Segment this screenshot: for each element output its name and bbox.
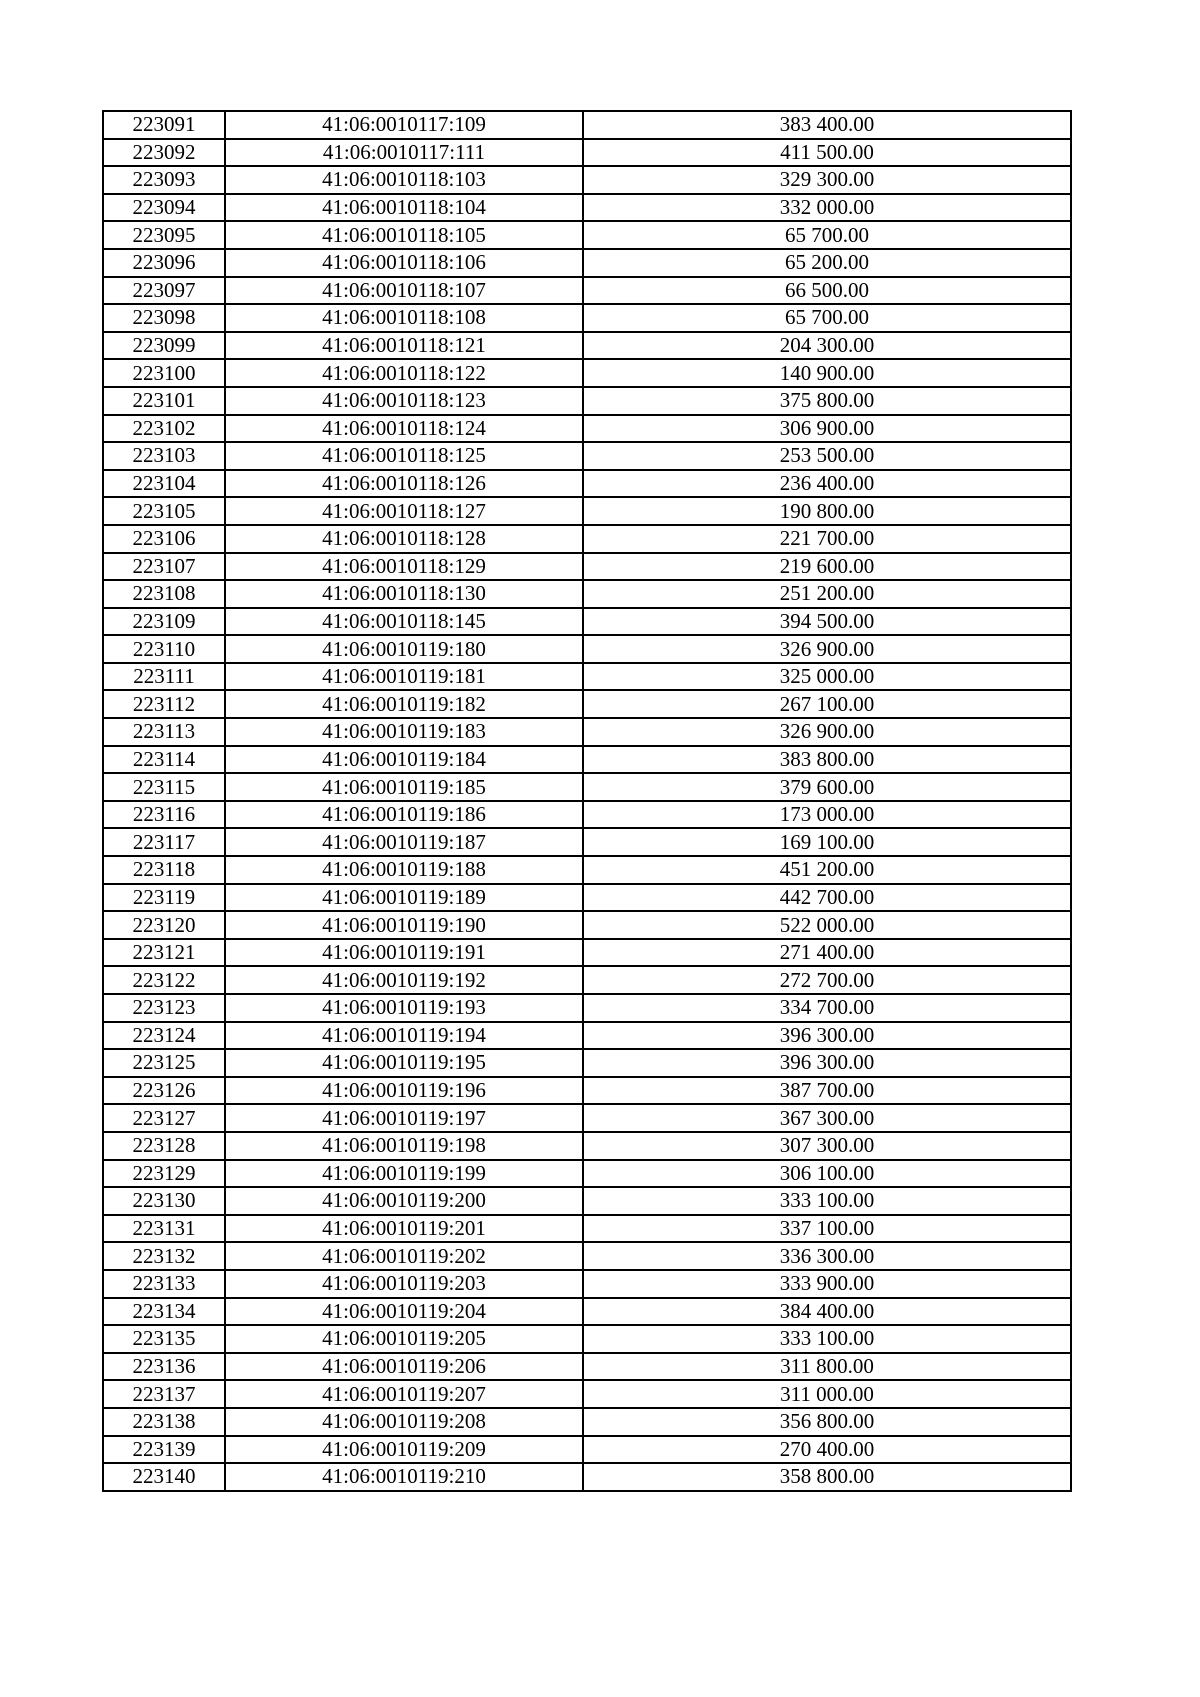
row-number-cell: 223098 (103, 304, 225, 332)
cadastral-value-cell: 333 100.00 (583, 1187, 1071, 1215)
table-row (103, 1436, 1071, 1464)
cadastral-number-cell: 41:06:0010119:204 (225, 1298, 583, 1326)
row-number-cell: 223133 (103, 1270, 225, 1298)
row-number-cell: 223111 (103, 663, 225, 691)
cadastral-number-cell: 41:06:0010119:197 (225, 1104, 583, 1132)
row-number-cell: 223093 (103, 166, 225, 194)
cadastral-value-cell: 325 000.00 (583, 663, 1071, 691)
cadastral-number-cell: 41:06:0010117:109 (225, 111, 583, 139)
row-number-cell: 223137 (103, 1380, 225, 1408)
table-row (103, 718, 1071, 746)
row-number-cell: 223132 (103, 1242, 225, 1270)
row-number-cell: 223125 (103, 1049, 225, 1077)
cadastral-number-cell: 41:06:0010119:209 (225, 1436, 583, 1464)
cadastral-value-cell: 356 800.00 (583, 1408, 1071, 1436)
table-row (103, 635, 1071, 663)
row-number-cell: 223096 (103, 249, 225, 277)
table-row (103, 1215, 1071, 1243)
cadastral-number-cell: 41:06:0010119:203 (225, 1270, 583, 1298)
row-number-cell: 223120 (103, 911, 225, 939)
cadastral-value-cell: 169 100.00 (583, 828, 1071, 856)
row-number-cell: 223105 (103, 497, 225, 525)
table-row (103, 1187, 1071, 1215)
cadastral-number-cell: 41:06:0010119:202 (225, 1242, 583, 1270)
row-number-cell: 223131 (103, 1215, 225, 1243)
table-row (103, 387, 1071, 415)
row-number-cell: 223113 (103, 718, 225, 746)
table-row (103, 1160, 1071, 1188)
cadastral-number-cell: 41:06:0010119:194 (225, 1022, 583, 1050)
row-number-cell: 223110 (103, 635, 225, 663)
cadastral-number-cell: 41:06:0010118:126 (225, 470, 583, 498)
row-number-cell: 223109 (103, 608, 225, 636)
cadastral-value-cell: 306 900.00 (583, 415, 1071, 443)
cadastral-number-cell: 41:06:0010119:207 (225, 1380, 583, 1408)
cadastral-number-cell: 41:06:0010117:111 (225, 139, 583, 167)
table-row (103, 221, 1071, 249)
table-row (103, 304, 1071, 332)
cadastral-value-cell: 358 800.00 (583, 1463, 1071, 1491)
row-number-cell: 223094 (103, 194, 225, 222)
cadastral-number-cell: 41:06:0010119:190 (225, 911, 583, 939)
table-row (103, 966, 1071, 994)
table-row (103, 1270, 1071, 1298)
row-number-cell: 223126 (103, 1077, 225, 1105)
cadastral-number-cell: 41:06:0010118:106 (225, 249, 583, 277)
cadastral-value-cell: 333 100.00 (583, 1325, 1071, 1353)
cadastral-value-cell: 219 600.00 (583, 553, 1071, 581)
row-number-cell: 223091 (103, 111, 225, 139)
table-row (103, 166, 1071, 194)
cadastral-number-cell: 41:06:0010119:182 (225, 690, 583, 718)
table-row (103, 111, 1071, 139)
cadastral-number-cell: 41:06:0010118:108 (225, 304, 583, 332)
table-row (103, 1132, 1071, 1160)
table-row (103, 608, 1071, 636)
table-row (103, 1242, 1071, 1270)
cadastral-number-cell: 41:06:0010119:205 (225, 1325, 583, 1353)
cadastral-number-cell: 41:06:0010119:210 (225, 1463, 583, 1491)
cadastral-value-cell: 65 700.00 (583, 221, 1071, 249)
cadastral-number-cell: 41:06:0010118:121 (225, 332, 583, 360)
cadastral-value-table (102, 110, 1072, 1492)
cadastral-value-cell: 383 400.00 (583, 111, 1071, 139)
table-row (103, 277, 1071, 305)
cadastral-value-cell: 253 500.00 (583, 442, 1071, 470)
table-row (103, 663, 1071, 691)
cadastral-value-cell: 394 500.00 (583, 608, 1071, 636)
row-number-cell: 223122 (103, 966, 225, 994)
cadastral-value-cell: 271 400.00 (583, 939, 1071, 967)
cadastral-number-cell: 41:06:0010118:124 (225, 415, 583, 443)
cadastral-number-cell: 41:06:0010119:183 (225, 718, 583, 746)
cadastral-number-cell: 41:06:0010118:127 (225, 497, 583, 525)
table-row (103, 1022, 1071, 1050)
row-number-cell: 223119 (103, 884, 225, 912)
row-number-cell: 223102 (103, 415, 225, 443)
table-body (103, 111, 1071, 1491)
table-row (103, 1353, 1071, 1381)
cadastral-number-cell: 41:06:0010119:191 (225, 939, 583, 967)
cadastral-value-cell: 337 100.00 (583, 1215, 1071, 1243)
cadastral-value-cell: 65 200.00 (583, 249, 1071, 277)
table-row (103, 939, 1071, 967)
cadastral-value-cell: 272 700.00 (583, 966, 1071, 994)
cadastral-value-cell: 333 900.00 (583, 1270, 1071, 1298)
cadastral-value-cell: 326 900.00 (583, 718, 1071, 746)
table-row (103, 884, 1071, 912)
cadastral-value-cell: 66 500.00 (583, 277, 1071, 305)
cadastral-number-cell: 41:06:0010119:196 (225, 1077, 583, 1105)
cadastral-number-cell: 41:06:0010119:195 (225, 1049, 583, 1077)
row-number-cell: 223123 (103, 994, 225, 1022)
row-number-cell: 223097 (103, 277, 225, 305)
cadastral-number-cell: 41:06:0010119:186 (225, 801, 583, 829)
cadastral-number-cell: 41:06:0010119:189 (225, 884, 583, 912)
cadastral-value-cell: 329 300.00 (583, 166, 1071, 194)
table-row (103, 139, 1071, 167)
cadastral-value-cell: 236 400.00 (583, 470, 1071, 498)
table-row (103, 470, 1071, 498)
cadastral-value-cell: 221 700.00 (583, 525, 1071, 553)
cadastral-value-cell: 332 000.00 (583, 194, 1071, 222)
table-row (103, 332, 1071, 360)
cadastral-number-cell: 41:06:0010119:184 (225, 746, 583, 774)
cadastral-number-cell: 41:06:0010119:201 (225, 1215, 583, 1243)
cadastral-value-cell: 334 700.00 (583, 994, 1071, 1022)
row-number-cell: 223106 (103, 525, 225, 553)
cadastral-number-cell: 41:06:0010119:181 (225, 663, 583, 691)
row-number-cell: 223107 (103, 553, 225, 581)
row-number-cell: 223104 (103, 470, 225, 498)
table-row (103, 1408, 1071, 1436)
cadastral-value-cell: 367 300.00 (583, 1104, 1071, 1132)
table-row (103, 1077, 1071, 1105)
row-number-cell: 223100 (103, 359, 225, 387)
table-row (103, 415, 1071, 443)
row-number-cell: 223135 (103, 1325, 225, 1353)
table-row (103, 1380, 1071, 1408)
table-row (103, 1463, 1071, 1491)
table-row (103, 525, 1071, 553)
cadastral-value-cell: 251 200.00 (583, 580, 1071, 608)
row-number-cell: 223127 (103, 1104, 225, 1132)
cadastral-number-cell: 41:06:0010119:180 (225, 635, 583, 663)
cadastral-number-cell: 41:06:0010118:130 (225, 580, 583, 608)
cadastral-number-cell: 41:06:0010118:125 (225, 442, 583, 470)
cadastral-value-cell: 396 300.00 (583, 1049, 1071, 1077)
row-number-cell: 223115 (103, 773, 225, 801)
table-row (103, 746, 1071, 774)
cadastral-number-cell: 41:06:0010118:107 (225, 277, 583, 305)
cadastral-number-cell: 41:06:0010118:105 (225, 221, 583, 249)
row-number-cell: 223092 (103, 139, 225, 167)
row-number-cell: 223139 (103, 1436, 225, 1464)
row-number-cell: 223129 (103, 1160, 225, 1188)
cadastral-value-cell: 379 600.00 (583, 773, 1071, 801)
row-number-cell: 223116 (103, 801, 225, 829)
cadastral-number-cell: 41:06:0010118:145 (225, 608, 583, 636)
cadastral-value-cell: 451 200.00 (583, 856, 1071, 884)
row-number-cell: 223118 (103, 856, 225, 884)
cadastral-value-cell: 311 000.00 (583, 1380, 1071, 1408)
cadastral-value-cell: 387 700.00 (583, 1077, 1071, 1105)
cadastral-value-cell: 65 700.00 (583, 304, 1071, 332)
row-number-cell: 223130 (103, 1187, 225, 1215)
row-number-cell: 223138 (103, 1408, 225, 1436)
cadastral-number-cell: 41:06:0010118:123 (225, 387, 583, 415)
cadastral-number-cell: 41:06:0010118:122 (225, 359, 583, 387)
cadastral-number-cell: 41:06:0010119:187 (225, 828, 583, 856)
cadastral-number-cell: 41:06:0010119:198 (225, 1132, 583, 1160)
table-row (103, 1049, 1071, 1077)
cadastral-value-cell: 270 400.00 (583, 1436, 1071, 1464)
cadastral-value-cell: 204 300.00 (583, 332, 1071, 360)
row-number-cell: 223136 (103, 1353, 225, 1381)
cadastral-number-cell: 41:06:0010118:104 (225, 194, 583, 222)
cadastral-number-cell: 41:06:0010119:206 (225, 1353, 583, 1381)
table-row (103, 359, 1071, 387)
table-row (103, 497, 1071, 525)
cadastral-number-cell: 41:06:0010119:193 (225, 994, 583, 1022)
cadastral-number-cell: 41:06:0010119:199 (225, 1160, 583, 1188)
cadastral-number-cell: 41:06:0010118:128 (225, 525, 583, 553)
row-number-cell: 223121 (103, 939, 225, 967)
cadastral-value-cell: 307 300.00 (583, 1132, 1071, 1160)
table-row (103, 553, 1071, 581)
cadastral-number-cell: 41:06:0010118:103 (225, 166, 583, 194)
row-number-cell: 223134 (103, 1298, 225, 1326)
cadastral-number-cell: 41:06:0010119:185 (225, 773, 583, 801)
cadastral-value-cell: 442 700.00 (583, 884, 1071, 912)
cadastral-value-cell: 384 400.00 (583, 1298, 1071, 1326)
cadastral-value-cell: 190 800.00 (583, 497, 1071, 525)
cadastral-number-cell: 41:06:0010119:192 (225, 966, 583, 994)
cadastral-number-cell: 41:06:0010118:129 (225, 553, 583, 581)
row-number-cell: 223099 (103, 332, 225, 360)
table-row (103, 194, 1071, 222)
table-row (103, 1325, 1071, 1353)
table-row (103, 828, 1071, 856)
row-number-cell: 223114 (103, 746, 225, 774)
table-row (103, 856, 1071, 884)
cadastral-number-cell: 41:06:0010119:188 (225, 856, 583, 884)
row-number-cell: 223124 (103, 1022, 225, 1050)
row-number-cell: 223112 (103, 690, 225, 718)
cadastral-value-cell: 306 100.00 (583, 1160, 1071, 1188)
cadastral-value-cell: 411 500.00 (583, 139, 1071, 167)
cadastral-value-cell: 396 300.00 (583, 1022, 1071, 1050)
cadastral-value-cell: 522 000.00 (583, 911, 1071, 939)
cadastral-value-cell: 173 000.00 (583, 801, 1071, 829)
row-number-cell: 223103 (103, 442, 225, 470)
row-number-cell: 223140 (103, 1463, 225, 1491)
row-number-cell: 223128 (103, 1132, 225, 1160)
cadastral-value-cell: 311 800.00 (583, 1353, 1071, 1381)
table-row (103, 801, 1071, 829)
cadastral-value-cell: 267 100.00 (583, 690, 1071, 718)
cadastral-value-cell: 383 800.00 (583, 746, 1071, 774)
row-number-cell: 223101 (103, 387, 225, 415)
row-number-cell: 223095 (103, 221, 225, 249)
table-row (103, 773, 1071, 801)
table-row (103, 690, 1071, 718)
row-number-cell: 223108 (103, 580, 225, 608)
cadastral-number-cell: 41:06:0010119:208 (225, 1408, 583, 1436)
table-row (103, 1298, 1071, 1326)
table-row (103, 442, 1071, 470)
table-row (103, 249, 1071, 277)
cadastral-number-cell: 41:06:0010119:200 (225, 1187, 583, 1215)
table-row (103, 911, 1071, 939)
table-row (103, 580, 1071, 608)
table-row (103, 1104, 1071, 1132)
row-number-cell: 223117 (103, 828, 225, 856)
cadastral-value-cell: 140 900.00 (583, 359, 1071, 387)
cadastral-value-cell: 336 300.00 (583, 1242, 1071, 1270)
table-row (103, 994, 1071, 1022)
cadastral-value-cell: 326 900.00 (583, 635, 1071, 663)
cadastral-value-cell: 375 800.00 (583, 387, 1071, 415)
